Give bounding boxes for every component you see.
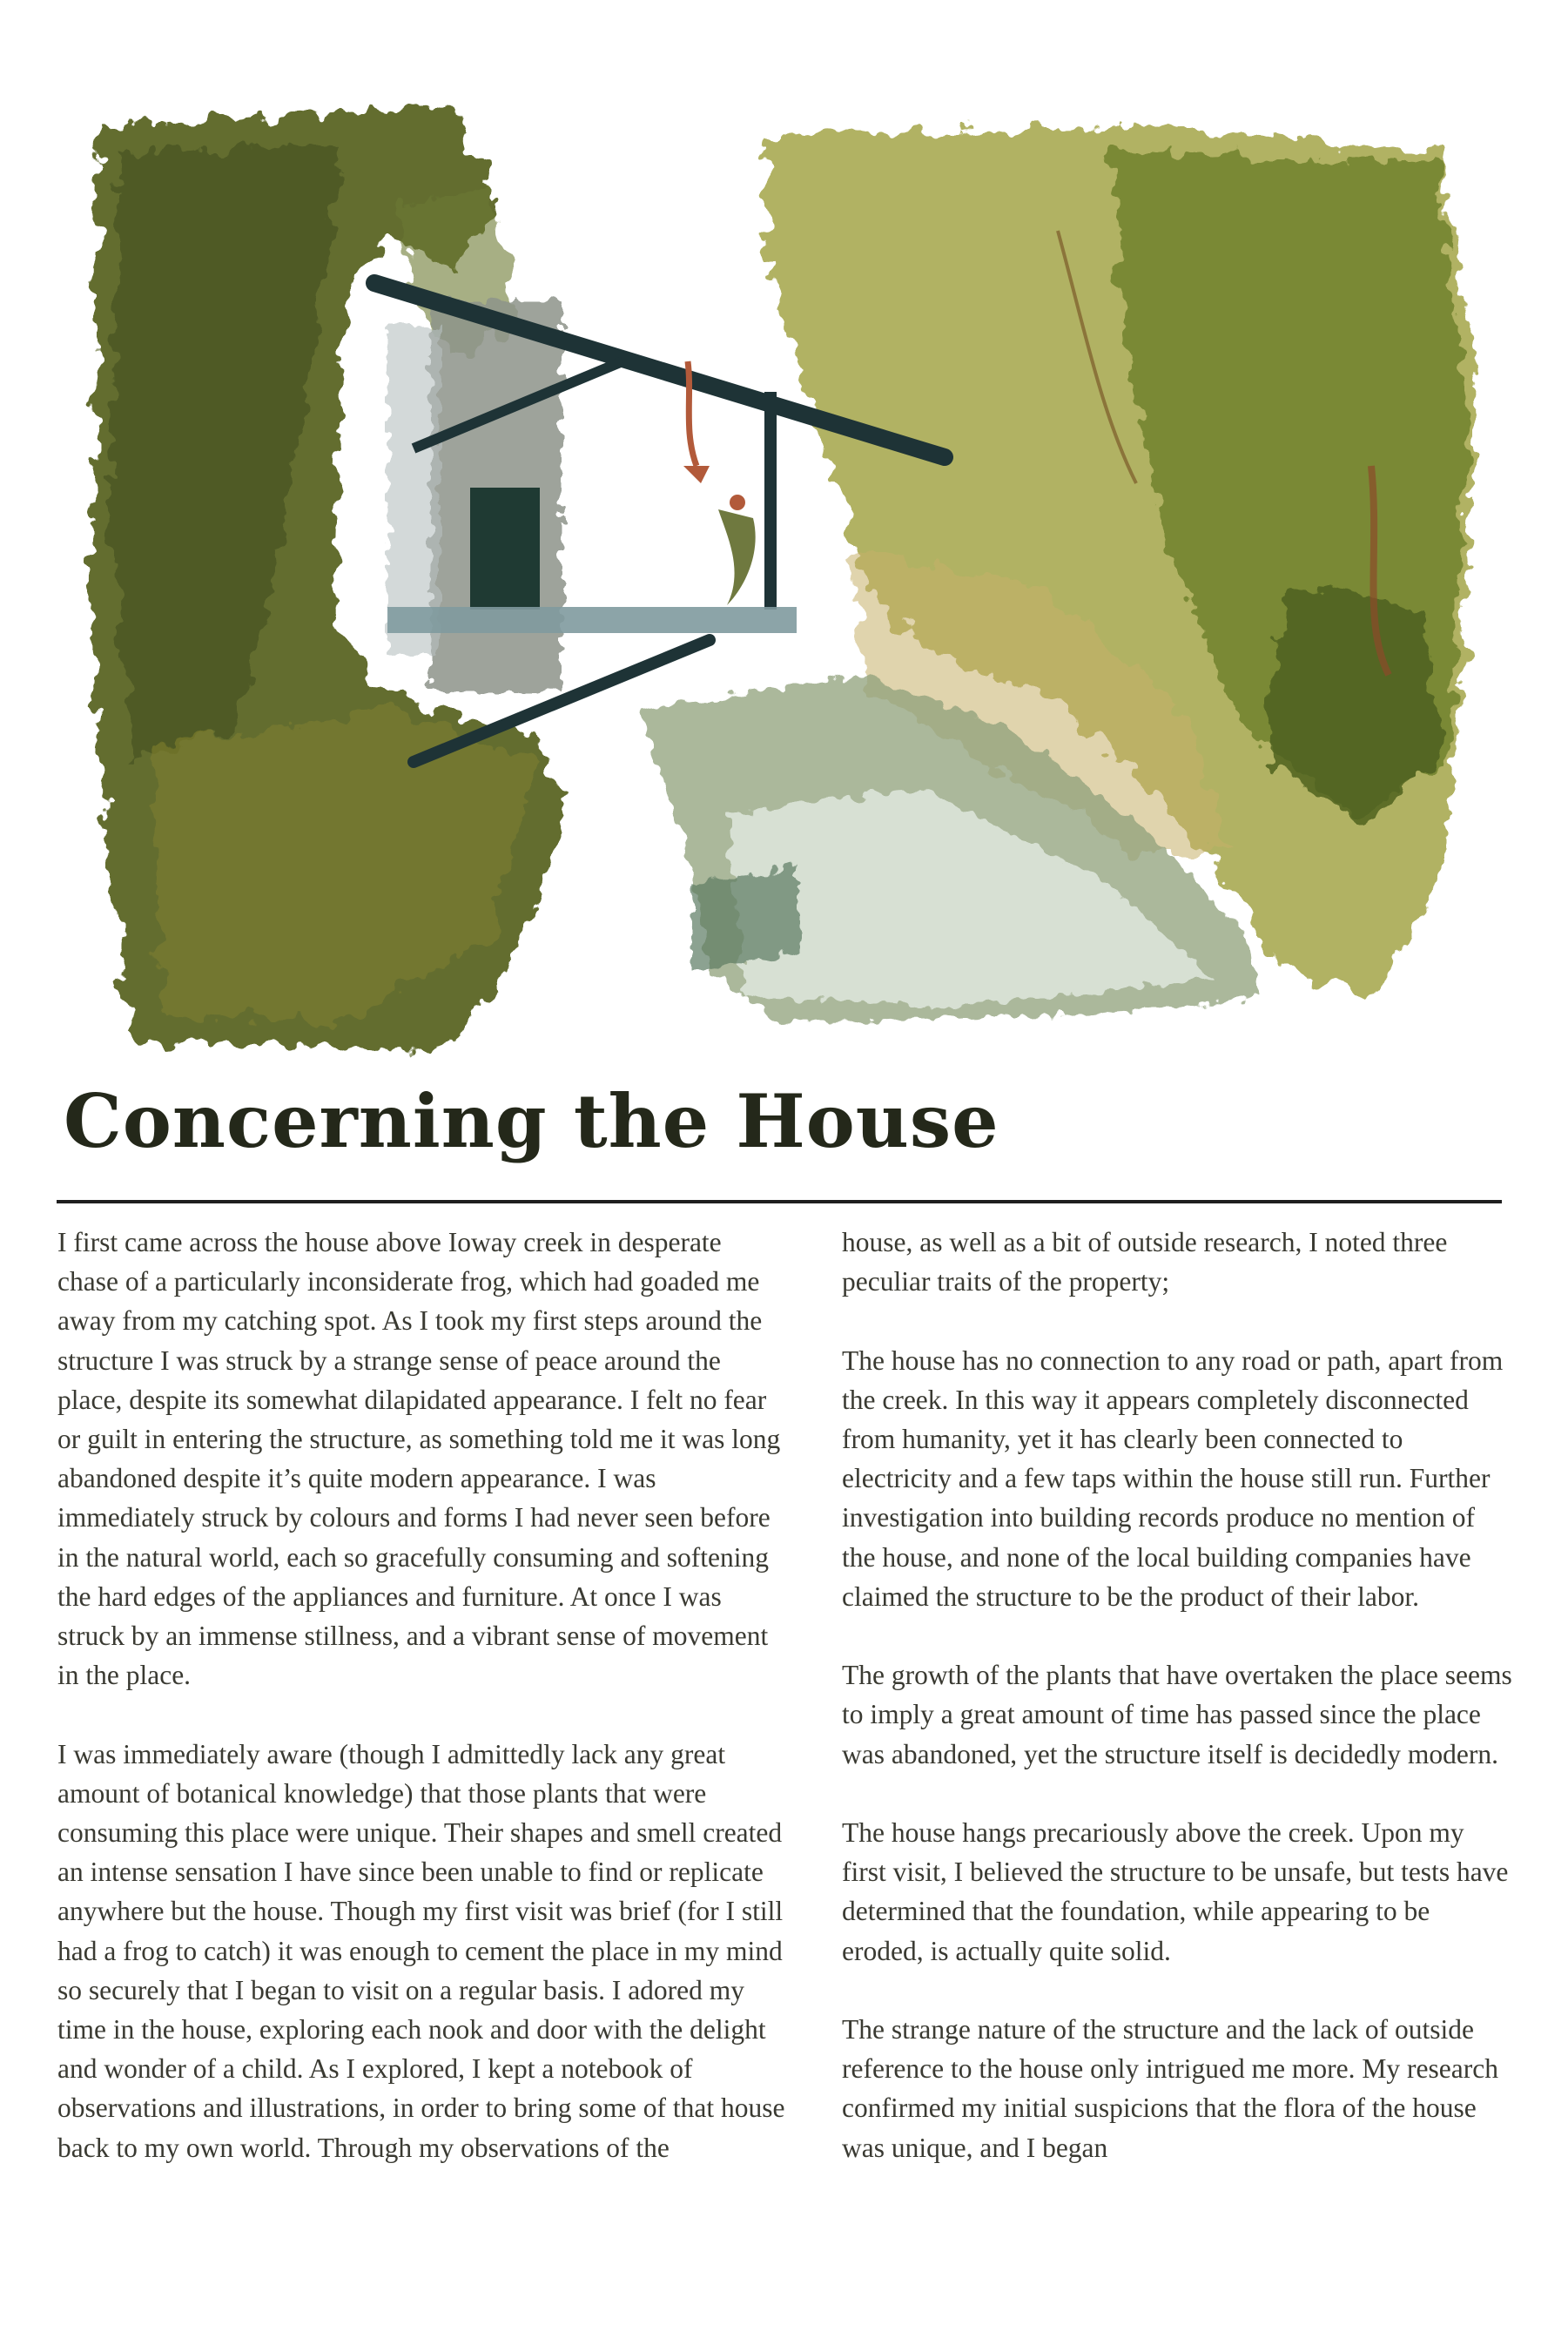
left-column: [57, 1223, 789, 2207]
house-painting-icon: [83, 100, 1511, 1062]
paragraph: I was immediately aware (though I admittedly lack any great amount of botanical knowledge) that those plants that were consuming this place were unique. Their shapes and smell created an intense sensation I have since been unable to find or replicate anywhere but the house. Though my first visit was brief (for I still had a frog to catch) it was enough to cement the place in my mind so securely that I began to visit on a regular basis. I adored my time in the house, exploring each nook and door with the delight and wonder of a child. As I explored, I kept a notebook of observations and illustrations, in order to bring some of that house back to my own world. Through my observations of the: [57, 1738, 785, 2163]
paragraph: The house has no connection to any road or path, apart from the creek. In this way it appears completely disconnected from humanity, yet it has clearly been connected to electricity and a few taps within the house still run. Further investigation into building records produce no mention of the house, and none of the local building companies have claimed the structure to be the product of their labor.: [842, 1344, 1504, 1612]
paragraph: The house hangs precariously above the creek. Upon my first visit, I believed the structure to be unsafe, but tests have determined that the foundation, while appearing to be eroded, is actually quite solid.: [842, 1817, 1509, 1966]
paragraph: The strange nature of the structure and the lack of outside reference to the house only intrigued me more. My research confirmed my initial suspicions that the flora of the house was unique, and I began: [842, 2014, 1498, 2163]
paragraph: house, as well as a bit of outside research, I noted three peculiar traits of the property;: [842, 1227, 1448, 1297]
paragraph: The growth of the plants that have overtaken the place seems to imply a great amount of time has passed since the place was abandoned, yet the structure itself is decidedly modern.: [842, 1660, 1512, 1769]
page-title: Concerning the House: [64, 1078, 999, 1164]
title-divider: [57, 1200, 1502, 1203]
paragraph: I first came across the house above Ioway creek in desperate chase of a particularly inconsiderate frog, which had goaded me away from my catching spot. As I took my first steps around the structure I was struck by a strange sense of peace around the place, despite its somewhat dilapidated appearance. I felt no fear or guilt in entering the structure, as something told me it was long abandoned despite it’s quite modern appearance. I was immediately struck by colours and forms I had never seen before in the natural world, each so gracefully consuming and softening the hard edges of the appliances and furniture. At once I was struck by an immense stillness, and a vibrant sense of movement in the place.: [57, 1227, 781, 1691]
right-column: [842, 1223, 1512, 2207]
watercolor-house-illustration: [83, 100, 1511, 1062]
